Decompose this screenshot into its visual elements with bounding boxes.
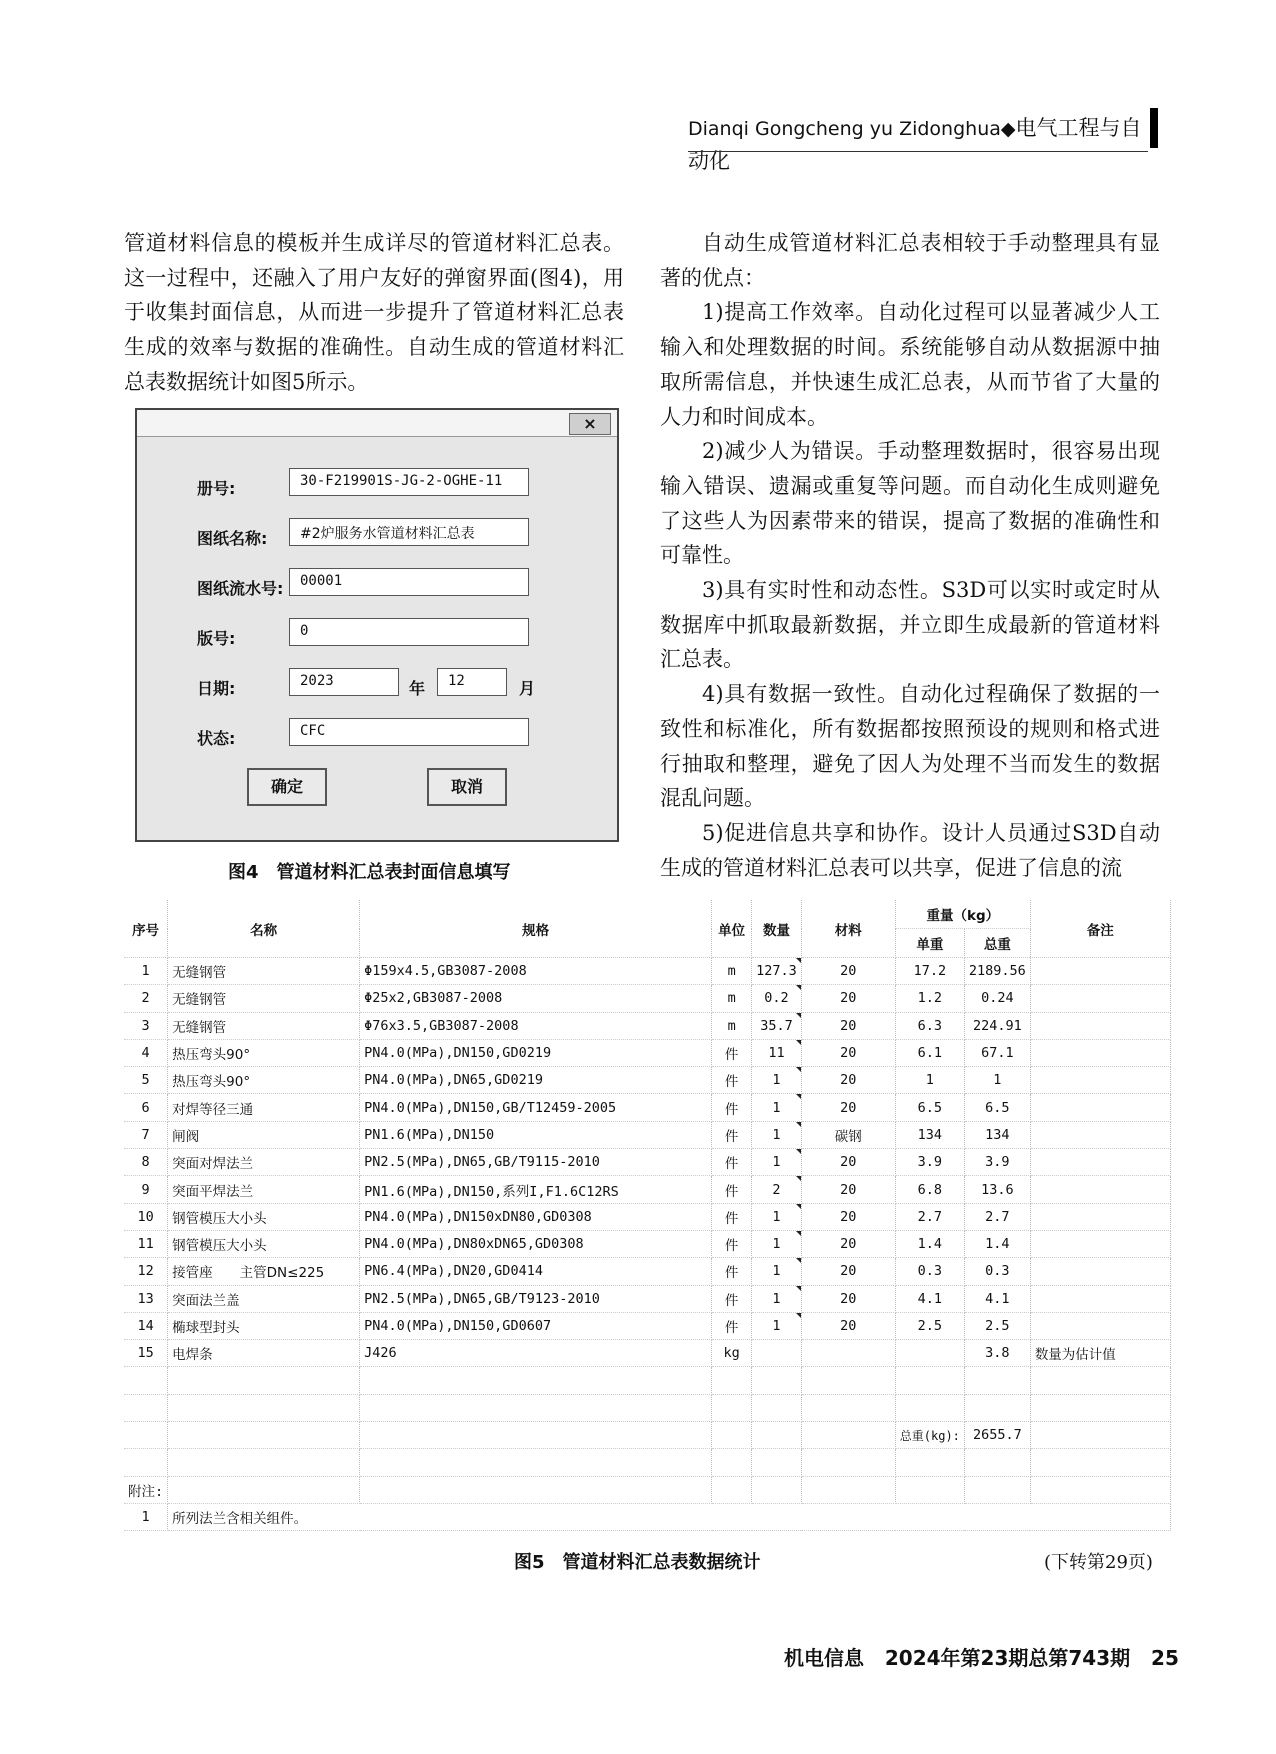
header-unit-weight: 单重 [895,929,964,958]
header-qty: 数量 [752,900,802,958]
cell-uw: 6.1 [895,1039,964,1066]
table-row [124,1312,1170,1339]
cell-spec: PN4.0(MPa),DN150xDN80,GD0308 [360,1203,712,1230]
cell-material: 20 [801,1149,895,1176]
cell-remark [1030,1203,1170,1230]
table-row [124,1012,1170,1039]
table-body [124,958,1170,1367]
cell-name: 接管座 主管DN≤225 [168,1258,360,1285]
volume-no-input[interactable]: 30-F219901S-JG-2-OGHE-11 [289,468,529,496]
cell-spec: PN4.0(MPa),DN65,GD0219 [360,1067,712,1094]
cell-name: 突面对焊法兰 [168,1149,360,1176]
cell-tw: 2.5 [964,1312,1030,1339]
cell-remark [1030,1230,1170,1257]
header-total-weight: 总重 [964,929,1030,958]
cell-material: 20 [801,958,895,985]
cell-remark [1030,1149,1170,1176]
cell-name: 突面平焊法兰 [168,1176,360,1203]
cell-spec: PN4.0(MPa),DN150,GD0219 [360,1039,712,1066]
running-header [688,112,1148,173]
right-paragraph-2: 2)减少人为错误。手动整理数据时，很容易出现输入错误、遗漏或重复等问题。而自动化生成则避免了这些人为因素带来的错误，提高了数据的准确性和可靠性。 [660,439,1160,568]
cell-no: 3 [124,1012,168,1039]
table-row [124,1121,1170,1148]
cell-tw: 6.5 [964,1094,1030,1121]
table-row [124,1258,1170,1285]
page-footer [784,1642,1179,1671]
cell-qty: 0.2 [752,985,802,1012]
cell-unit: 件 [712,1312,752,1339]
cell-uw [895,1340,964,1367]
drawing-name-input[interactable]: #2炉服务水管道材料汇总表 [289,518,529,546]
table-row [124,1094,1170,1121]
table-row [124,1230,1170,1257]
table-note-row [124,1503,1170,1530]
table-note-label-row [124,1476,1170,1503]
right-paragraph-1: 1)提高工作效率。自动化过程可以显著减少人工输入和处理数据的时间。系统能够自动从数据源中抽取所需信息，并快速生成汇总表，从而节省了大量的人力和时间成本。 [660,300,1160,429]
close-icon[interactable]: × [569,413,611,435]
cell-qty: 1 [752,1067,802,1094]
serial-no-label: 图纸流水号: [197,579,284,598]
year-unit: 年 [409,679,426,698]
table-header-row [124,900,1170,929]
cell-unit: 件 [712,1285,752,1312]
cell-name: 闸阀 [168,1121,360,1148]
volume-no-label: 册号: [197,479,236,498]
cell-remark [1030,985,1170,1012]
cell-name: 无缝钢管 [168,958,360,985]
cell-unit: 件 [712,1149,752,1176]
cell-name: 钢管模压大小头 [168,1203,360,1230]
cell-unit: kg [712,1340,752,1367]
cell-name: 热压弯头90° [168,1039,360,1066]
cell-no: 12 [124,1258,168,1285]
left-column [124,226,624,400]
cell-remark [1030,1094,1170,1121]
header-rule [688,151,1148,152]
cell-no: 6 [124,1094,168,1121]
table-row [124,1039,1170,1066]
right-paragraph-intro: 自动生成管道材料汇总表相较于手动整理具有显著的优点： [660,231,1160,290]
cell-no: 1 [124,958,168,985]
cell-no: 14 [124,1312,168,1339]
cell-name: 钢管模压大小头 [168,1230,360,1257]
cell-no: 8 [124,1149,168,1176]
cell-unit: 件 [712,1094,752,1121]
note-number: 1 [124,1503,168,1530]
cell-spec: PN6.4(MPa),DN20,GD0414 [360,1258,712,1285]
cell-uw: 134 [895,1121,964,1148]
cell-no: 4 [124,1039,168,1066]
cell-tw: 3.8 [964,1340,1030,1367]
cell-name: 无缝钢管 [168,1012,360,1039]
cell-spec: PN1.6(MPa),DN150 [360,1121,712,1148]
cell-material: 20 [801,1039,895,1066]
cell-name: 无缝钢管 [168,985,360,1012]
cell-qty: 1 [752,1285,802,1312]
revision-input[interactable]: 0 [289,618,529,646]
cell-name: 电焊条 [168,1340,360,1367]
cell-tw: 1 [964,1067,1030,1094]
cell-no: 7 [124,1121,168,1148]
table-row-blank [124,1394,1170,1421]
total-weight-value: 2655.7 [964,1422,1030,1449]
cell-uw: 1.2 [895,985,964,1012]
cell-qty: 1 [752,1312,802,1339]
date-label: 日期: [197,679,236,698]
cell-qty: 1 [752,1149,802,1176]
cell-unit: m [712,958,752,985]
header-weight: 重量（kg） [895,900,1030,929]
cell-no: 15 [124,1340,168,1367]
cell-tw: 3.9 [964,1149,1030,1176]
table-row [124,958,1170,985]
cell-tw: 4.1 [964,1285,1030,1312]
cell-no: 13 [124,1285,168,1312]
cell-uw: 4.1 [895,1285,964,1312]
cell-qty: 11 [752,1039,802,1066]
cell-unit: 件 [712,1039,752,1066]
cell-uw: 1 [895,1067,964,1094]
header-spec: 规格 [360,900,712,958]
right-paragraph-4: 4)具有数据一致性。自动化过程确保了数据的一致性和标准化，所有数据都按照预设的规则和格式进行抽取和整理，避免了因人为处理不当而发生的数据混乱问题。 [660,682,1160,811]
table-row [124,1176,1170,1203]
cell-qty: 1 [752,1203,802,1230]
dialog-title-bar [137,410,617,437]
cell-material: 20 [801,1067,895,1094]
total-weight-label: 总重(kg): [895,1422,964,1449]
right-paragraph-5: 5)促进信息共享和协作。设计人员通过S3D自动生成的管道材料汇总表可以共享，促进了信息的流 [660,820,1160,880]
table-row-blank [124,1449,1170,1476]
year-input[interactable]: 2023 [289,668,399,696]
cell-uw: 6.3 [895,1012,964,1039]
diamond-icon: ◆ [1000,118,1016,140]
cell-name: 椭球型封头 [168,1312,360,1339]
cell-qty: 2 [752,1176,802,1203]
cell-remark [1030,1121,1170,1148]
note-text: 所列法兰含相关组件。 [168,1503,1171,1530]
header-unit: 单位 [712,900,752,958]
cell-spec: PN4.0(MPa),DN150,GB/T12459-2005 [360,1094,712,1121]
table-row [124,1149,1170,1176]
cell-no: 5 [124,1067,168,1094]
table-row [124,1340,1170,1367]
cell-uw: 2.5 [895,1312,964,1339]
serial-no-input[interactable]: 00001 [289,568,529,596]
cell-qty: 1 [752,1121,802,1148]
cell-name: 热压弯头90° [168,1067,360,1094]
header-bar [1150,108,1158,148]
note-label: 附注: [124,1476,168,1503]
cell-no: 11 [124,1230,168,1257]
cover-info-dialog [135,408,619,842]
footer-journal: 机电信息 [784,1646,864,1670]
cell-remark [1030,1258,1170,1285]
cell-spec: PN1.6(MPa),DN150,系列I,F1.6C12RS [360,1176,712,1203]
figure-4-caption: 图4 管道材料汇总表封面信息填写 [228,862,511,883]
cell-uw: 0.3 [895,1258,964,1285]
header-material: 材料 [801,900,895,958]
cell-remark [1030,1067,1170,1094]
cell-unit: 件 [712,1121,752,1148]
cell-material: 20 [801,1203,895,1230]
header-remark: 备注 [1030,900,1170,958]
cell-tw: 2189.56 [964,958,1030,985]
month-unit: 月 [519,679,536,698]
cell-tw: 134 [964,1121,1030,1148]
cell-material: 20 [801,1176,895,1203]
cell-qty: 1 [752,1230,802,1257]
cell-material: 碳钢 [801,1121,895,1148]
cell-spec: J426 [360,1340,712,1367]
cell-unit: 件 [712,1067,752,1094]
footer-issue: 2024年第23期总第743期 [884,1646,1131,1670]
cell-tw: 0.3 [964,1258,1030,1285]
cell-unit: 件 [712,1230,752,1257]
cell-qty: 127.3 [752,958,802,985]
cell-uw: 1.4 [895,1230,964,1257]
cell-spec: Φ76x3.5,GB3087-2008 [360,1012,712,1039]
left-paragraph: 管道材料信息的模板并生成详尽的管道材料汇总表。这一过程中，还融入了用户友好的弹窗界面(图4)，用于收集封面信息，从而进一步提升了管道材料汇总表生成的效率与数据的准确性。自动生成的管道材料汇总表数据统计如图5所示。 [124,231,624,394]
cell-remark [1030,1285,1170,1312]
ok-button[interactable]: 确定 [247,768,327,806]
header-name: 名称 [168,900,360,958]
cell-tw: 224.91 [964,1012,1030,1039]
table-total-row [124,1422,1170,1449]
material-summary-table [124,900,1171,1531]
cell-material: 20 [801,1230,895,1257]
cell-no: 10 [124,1203,168,1230]
cell-remark [1030,1012,1170,1039]
cell-tw: 1.4 [964,1230,1030,1257]
cell-unit: m [712,985,752,1012]
cell-name: 突面法兰盖 [168,1285,360,1312]
cell-spec: PN4.0(MPa),DN150,GD0607 [360,1312,712,1339]
drawing-name-label: 图纸名称: [197,529,268,548]
cancel-button[interactable]: 取消 [427,768,507,806]
cell-unit: 件 [712,1203,752,1230]
header-no: 序号 [124,900,168,958]
cell-no: 9 [124,1176,168,1203]
right-paragraph-3: 3)具有实时性和动态性。S3D可以实时或定时从数据库中抓取最新数据，并立即生成最新的管道材料汇总表。 [660,578,1160,672]
cell-tw: 2.7 [964,1203,1030,1230]
table-row [124,1203,1170,1230]
cell-uw: 3.9 [895,1149,964,1176]
table-row [124,1067,1170,1094]
cell-spec: Φ159x4.5,GB3087-2008 [360,958,712,985]
cell-tw: 67.1 [964,1039,1030,1066]
cell-remark [1030,1039,1170,1066]
cell-material: 20 [801,985,895,1012]
cell-material: 20 [801,1312,895,1339]
cell-spec: Φ25x2,GB3087-2008 [360,985,712,1012]
running-header-cn: 电气工程与自动化 [688,116,1142,173]
cell-qty [752,1340,802,1367]
table-row [124,985,1170,1012]
cell-remark [1030,1176,1170,1203]
status-label: 状态: [197,729,236,748]
table-row [124,1285,1170,1312]
footer-page-number: 25 [1151,1646,1179,1670]
cell-qty: 1 [752,1258,802,1285]
cell-name: 对焊等径三通 [168,1094,360,1121]
cell-no: 2 [124,985,168,1012]
cell-material: 20 [801,1012,895,1039]
cell-uw: 6.8 [895,1176,964,1203]
cell-remark: 数量为估计值 [1030,1340,1170,1367]
figure-5-caption: 图5 管道材料汇总表数据统计 [514,1552,761,1573]
cell-remark [1030,1312,1170,1339]
cell-qty: 1 [752,1094,802,1121]
cell-unit: 件 [712,1258,752,1285]
cell-remark [1030,958,1170,985]
cell-spec: PN2.5(MPa),DN65,GB/T9123-2010 [360,1285,712,1312]
running-header-latin: Dianqi Gongcheng yu Zidonghua [688,118,1001,140]
cell-tw: 13.6 [964,1176,1030,1203]
cell-uw: 17.2 [895,958,964,985]
cell-material: 20 [801,1094,895,1121]
cell-spec: PN4.0(MPa),DN80xDN65,GD0308 [360,1230,712,1257]
cell-tw: 0.24 [964,985,1030,1012]
cell-unit: m [712,1012,752,1039]
cell-material: 20 [801,1258,895,1285]
right-column [660,226,1160,885]
cell-material [801,1340,895,1367]
status-input[interactable]: CFC [289,718,529,746]
revision-label: 版号: [197,629,236,648]
cell-material: 20 [801,1285,895,1312]
cell-spec: PN2.5(MPa),DN65,GB/T9115-2010 [360,1149,712,1176]
month-input[interactable]: 12 [437,668,507,696]
continued-note: (下转第29页) [1044,1552,1153,1573]
cell-uw: 6.5 [895,1094,964,1121]
cell-uw: 2.7 [895,1203,964,1230]
table-row-blank [124,1367,1170,1394]
cell-unit: 件 [712,1176,752,1203]
cell-qty: 35.7 [752,1012,802,1039]
